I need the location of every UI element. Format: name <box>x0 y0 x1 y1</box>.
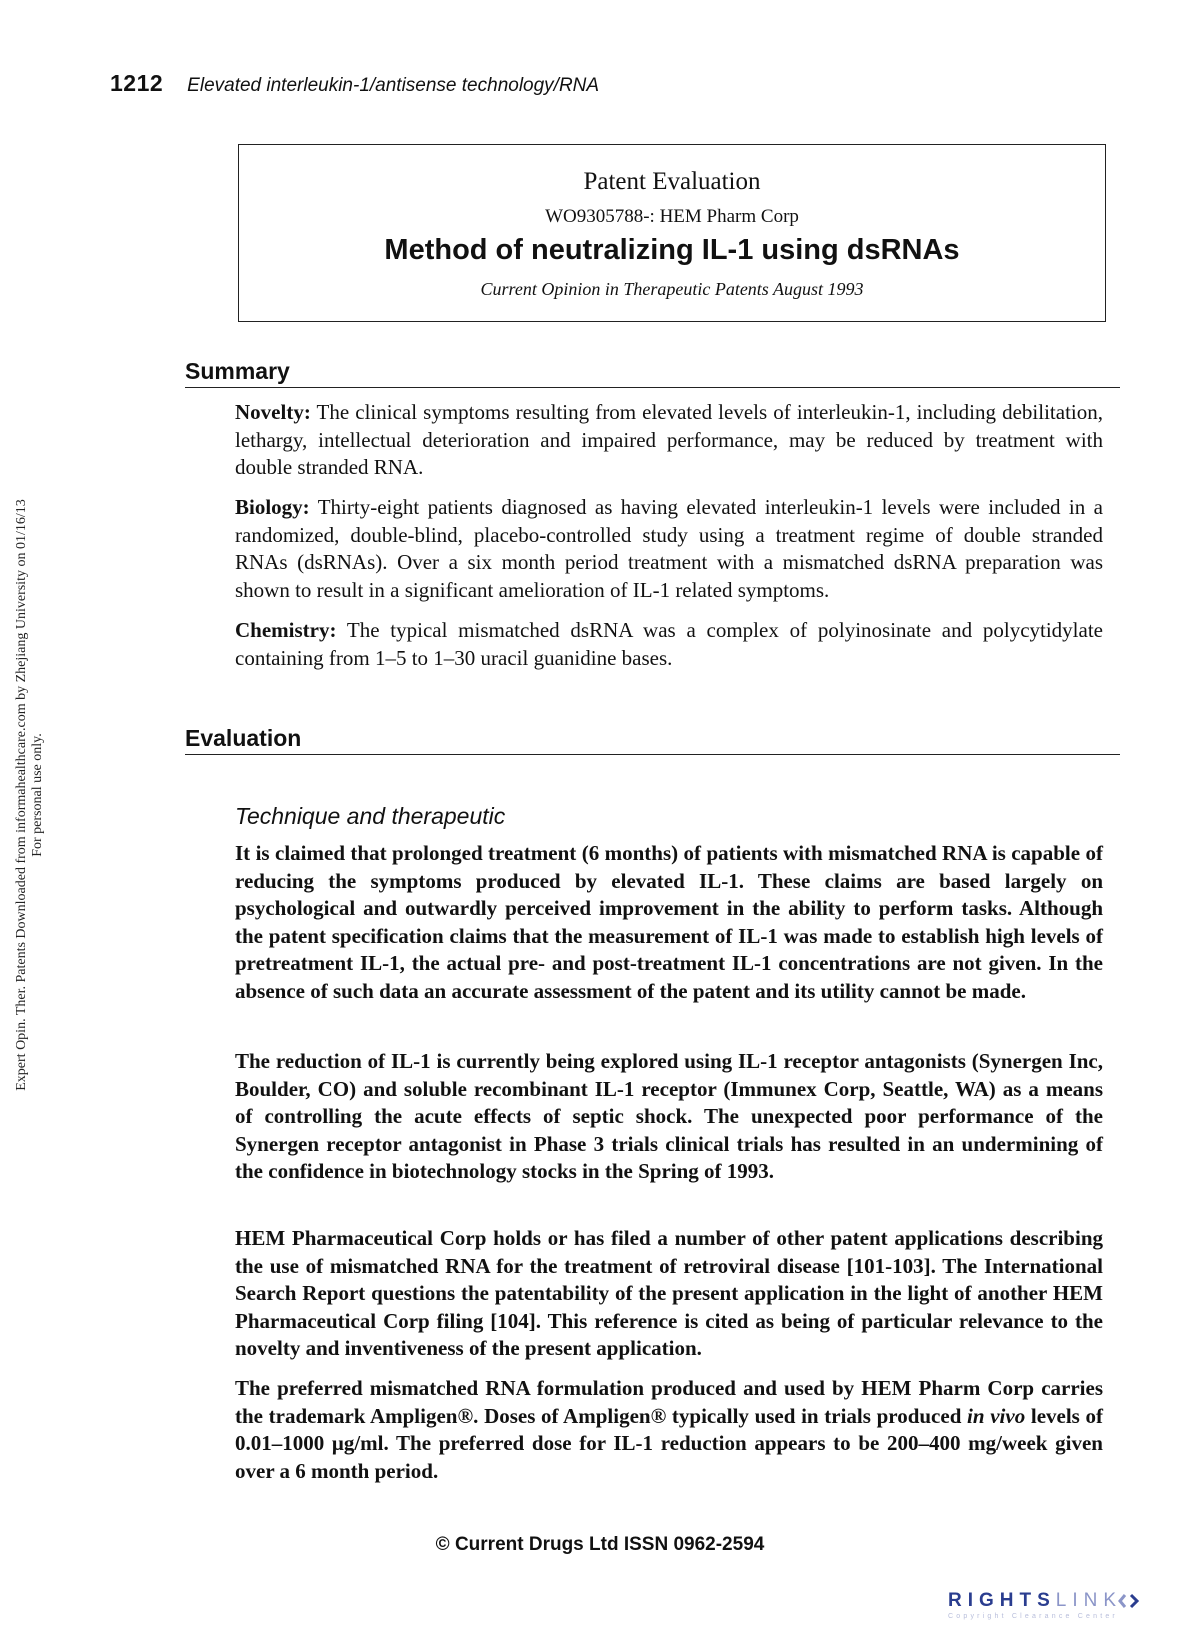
journal-source: Current Opinion in Therapeutic Patents August 1993 <box>480 279 864 299</box>
title-box <box>238 144 1106 322</box>
download-notice <box>14 420 46 1170</box>
dosing-text-1: The preferred mismatched RNA formulation produced and used by HEM Pharm Corp carries the trademark Ampligen®. Doses of Ampligen® typically used in trials produced <box>235 1376 1103 1428</box>
rightslink-tagline: Copyright Clearance Center <box>948 1613 1118 1620</box>
running-title: Elevated interleukin-1/antisense technology/RNA <box>187 75 600 96</box>
evaluation-paragraph: HEM Pharmaceutical Corp holds or has filed a number of other patent applications describing the use of mismatched RNA for the treatment of retroviral disease [101-103]. The International Search Report questions the patentability of the present application in the light of another HEM Pharmaceutical Corp filing [104]. This reference is cited as being of particular relevance to the novelty and inventiveness of the present application. <box>235 1226 1103 1360</box>
download-notice-line2: For personal use only. <box>30 733 45 857</box>
biology-text: Thirty-eight patients diagnosed as having elevated interleukin-1 levels were included in a randomized, double-blind, placebo-controlled study using a treatment regime of double stranded RNAs (dsRNAs). Over a six month period treatment with a mismatched dsRNA preparation was shown to result in a significant amelioration of IL-1 related symptoms. <box>235 495 1103 602</box>
article-type: Patent Evaluation <box>583 168 761 195</box>
copyright-footer: © Current Drugs Ltd ISSN 0962-2594 <box>435 1534 765 1555</box>
dosing-italic: in vivo <box>967 1403 1026 1428</box>
biology-label: Biology: <box>235 495 310 519</box>
rightslink-logo[interactable] <box>948 1590 1178 1620</box>
rightslink-arrows-icon <box>1118 1592 1140 1610</box>
evaluation-subheading: Technique and therapeutic <box>235 803 506 829</box>
evaluation-paragraph: The reduction of IL-1 is currently being explored using IL-1 receptor antagonists (Synergen Inc, Boulder, CO) and soluble recombinant IL-1 receptor (Immunex Corp, Seattle, WA) as a means of controlling the acute effects of septic shock. The unexpected poor performance of the Synergen receptor antagonist in Phase 3 trials clinical trials has resulted in an undermining of the confidence in biotechnology stocks in the Spring of 1993. <box>235 1049 1103 1183</box>
rightslink-link: LINK <box>1055 1590 1123 1611</box>
summary-biology <box>235 494 1103 604</box>
rightslink-rights: RIGHTS <box>948 1590 1056 1611</box>
evaluation-paragraph: It is claimed that prolonged treatment (6 months) of patients with mismatched RNA is capable of reducing the symptoms produced by elevated IL-1. These claims are based largely on psychological and outwardly perceived improvement in the ability to perform tasks. Although the patent specification claims that the measurement of IL-1 was made to establish high levels of pretreatment IL-1, the actual pre- and post-treatment IL-1 concentrations are not given. In the absence of such data an accurate assessment of the patent and its utility cannot be made. <box>235 841 1103 1003</box>
novelty-text: The clinical symptoms resulting from elevated levels of interleukin-1, including debilitation, lethargy, intellectual deterioration and impaired performance, may be reduced by treatment with double stranded RNA. <box>235 400 1103 479</box>
chemistry-label: Chemistry: <box>235 618 337 642</box>
evaluation-paragraph-dosing <box>235 1375 1103 1485</box>
download-notice-line1: Expert Opin. Ther. Patents Downloaded from informahealthcare.com by Zhejiang University on 01/16/13 <box>14 499 29 1091</box>
summary-novelty <box>235 399 1103 482</box>
summary-heading: Summary <box>185 357 1120 388</box>
novelty-label: Novelty: <box>235 400 311 424</box>
page-number: 1212 <box>110 70 164 96</box>
running-head <box>110 70 599 100</box>
evaluation-heading: Evaluation <box>185 724 1120 755</box>
patent-number: WO9305788-: HEM Pharm Corp <box>545 206 799 227</box>
summary-chemistry <box>235 617 1103 672</box>
article-title: Method of neutralizing IL-1 using dsRNAs <box>384 234 960 266</box>
dosing-text-2: levels of 0.01–1000 μg/ml. The preferred dose for IL-1 reduction appears to be 200–400 mg/week given over a 6 month period. <box>235 1403 1104 1483</box>
chemistry-text: The typical mismatched dsRNA was a complex of polyinosinate and polycytidylate containing from 1–5 to 1–30 uracil guanidine bases. <box>235 618 1103 670</box>
